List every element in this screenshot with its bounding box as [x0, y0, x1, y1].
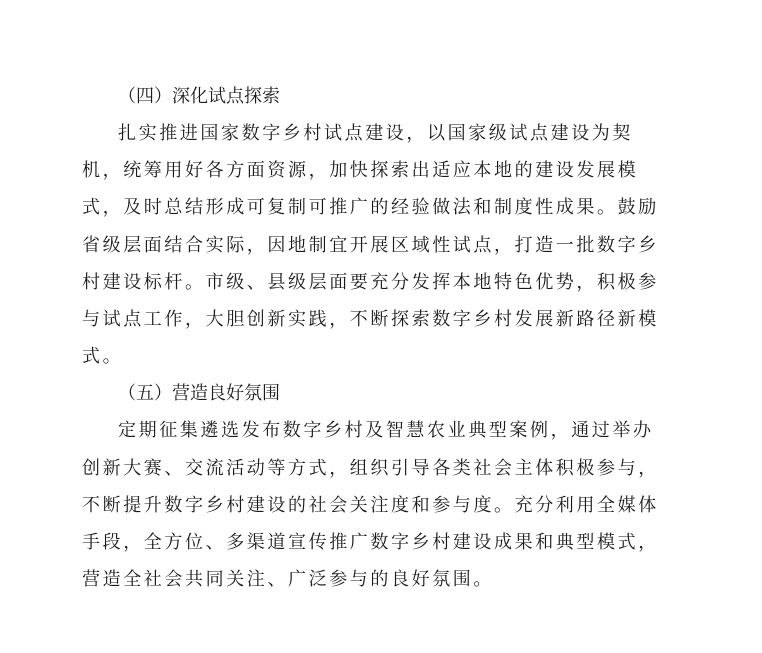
section-5-heading: （五）营造良好氛围	[118, 383, 280, 405]
paragraph-line: 村建设标杆。市级、县级层面要充分发挥本地特色优势，积极参	[82, 271, 659, 293]
section-4-paragraph	[82, 115, 692, 375]
paragraph-line: 手段，全方位、多渠道宣传推广数字乡村建设成果和典型模式，	[82, 531, 659, 553]
paragraph-line: 式，及时总结形成可复制可推广的经验做法和制度性成果。鼓励	[82, 197, 659, 219]
paragraph-line: 与试点工作，大胆创新实践，不断探索数字乡村发展新路径新模	[82, 308, 659, 330]
paragraph-line: 营造全社会共同关注、广泛参与的良好氛围。	[82, 569, 494, 591]
paragraph-line: 扎实推进国家数字乡村试点建设，以国家级试点建设为契	[118, 123, 633, 144]
paragraph-line: 式。	[82, 346, 124, 368]
paragraph-line: 不断提升数字乡村建设的社会关注度和参与度。充分利用全媒体	[82, 494, 659, 516]
paragraph-line: 创新大赛、交流活动等方式，组织引导各类社会主体积极参与，	[82, 457, 659, 479]
paragraph-line: 机，统筹用好各方面资源，加快探索出适应本地的建设发展模	[82, 160, 639, 182]
paragraph-line: 定期征集遴选发布数字乡村及智慧农业典型案例，通过举办	[118, 420, 654, 442]
section-5-paragraph	[82, 412, 692, 598]
paragraph-line: 省级层面结合实际，因地制宜开展区域性试点，打造一批数字乡	[82, 234, 659, 256]
section-4-heading: （四）深化试点探索	[118, 86, 280, 107]
document-page	[82, 78, 692, 598]
